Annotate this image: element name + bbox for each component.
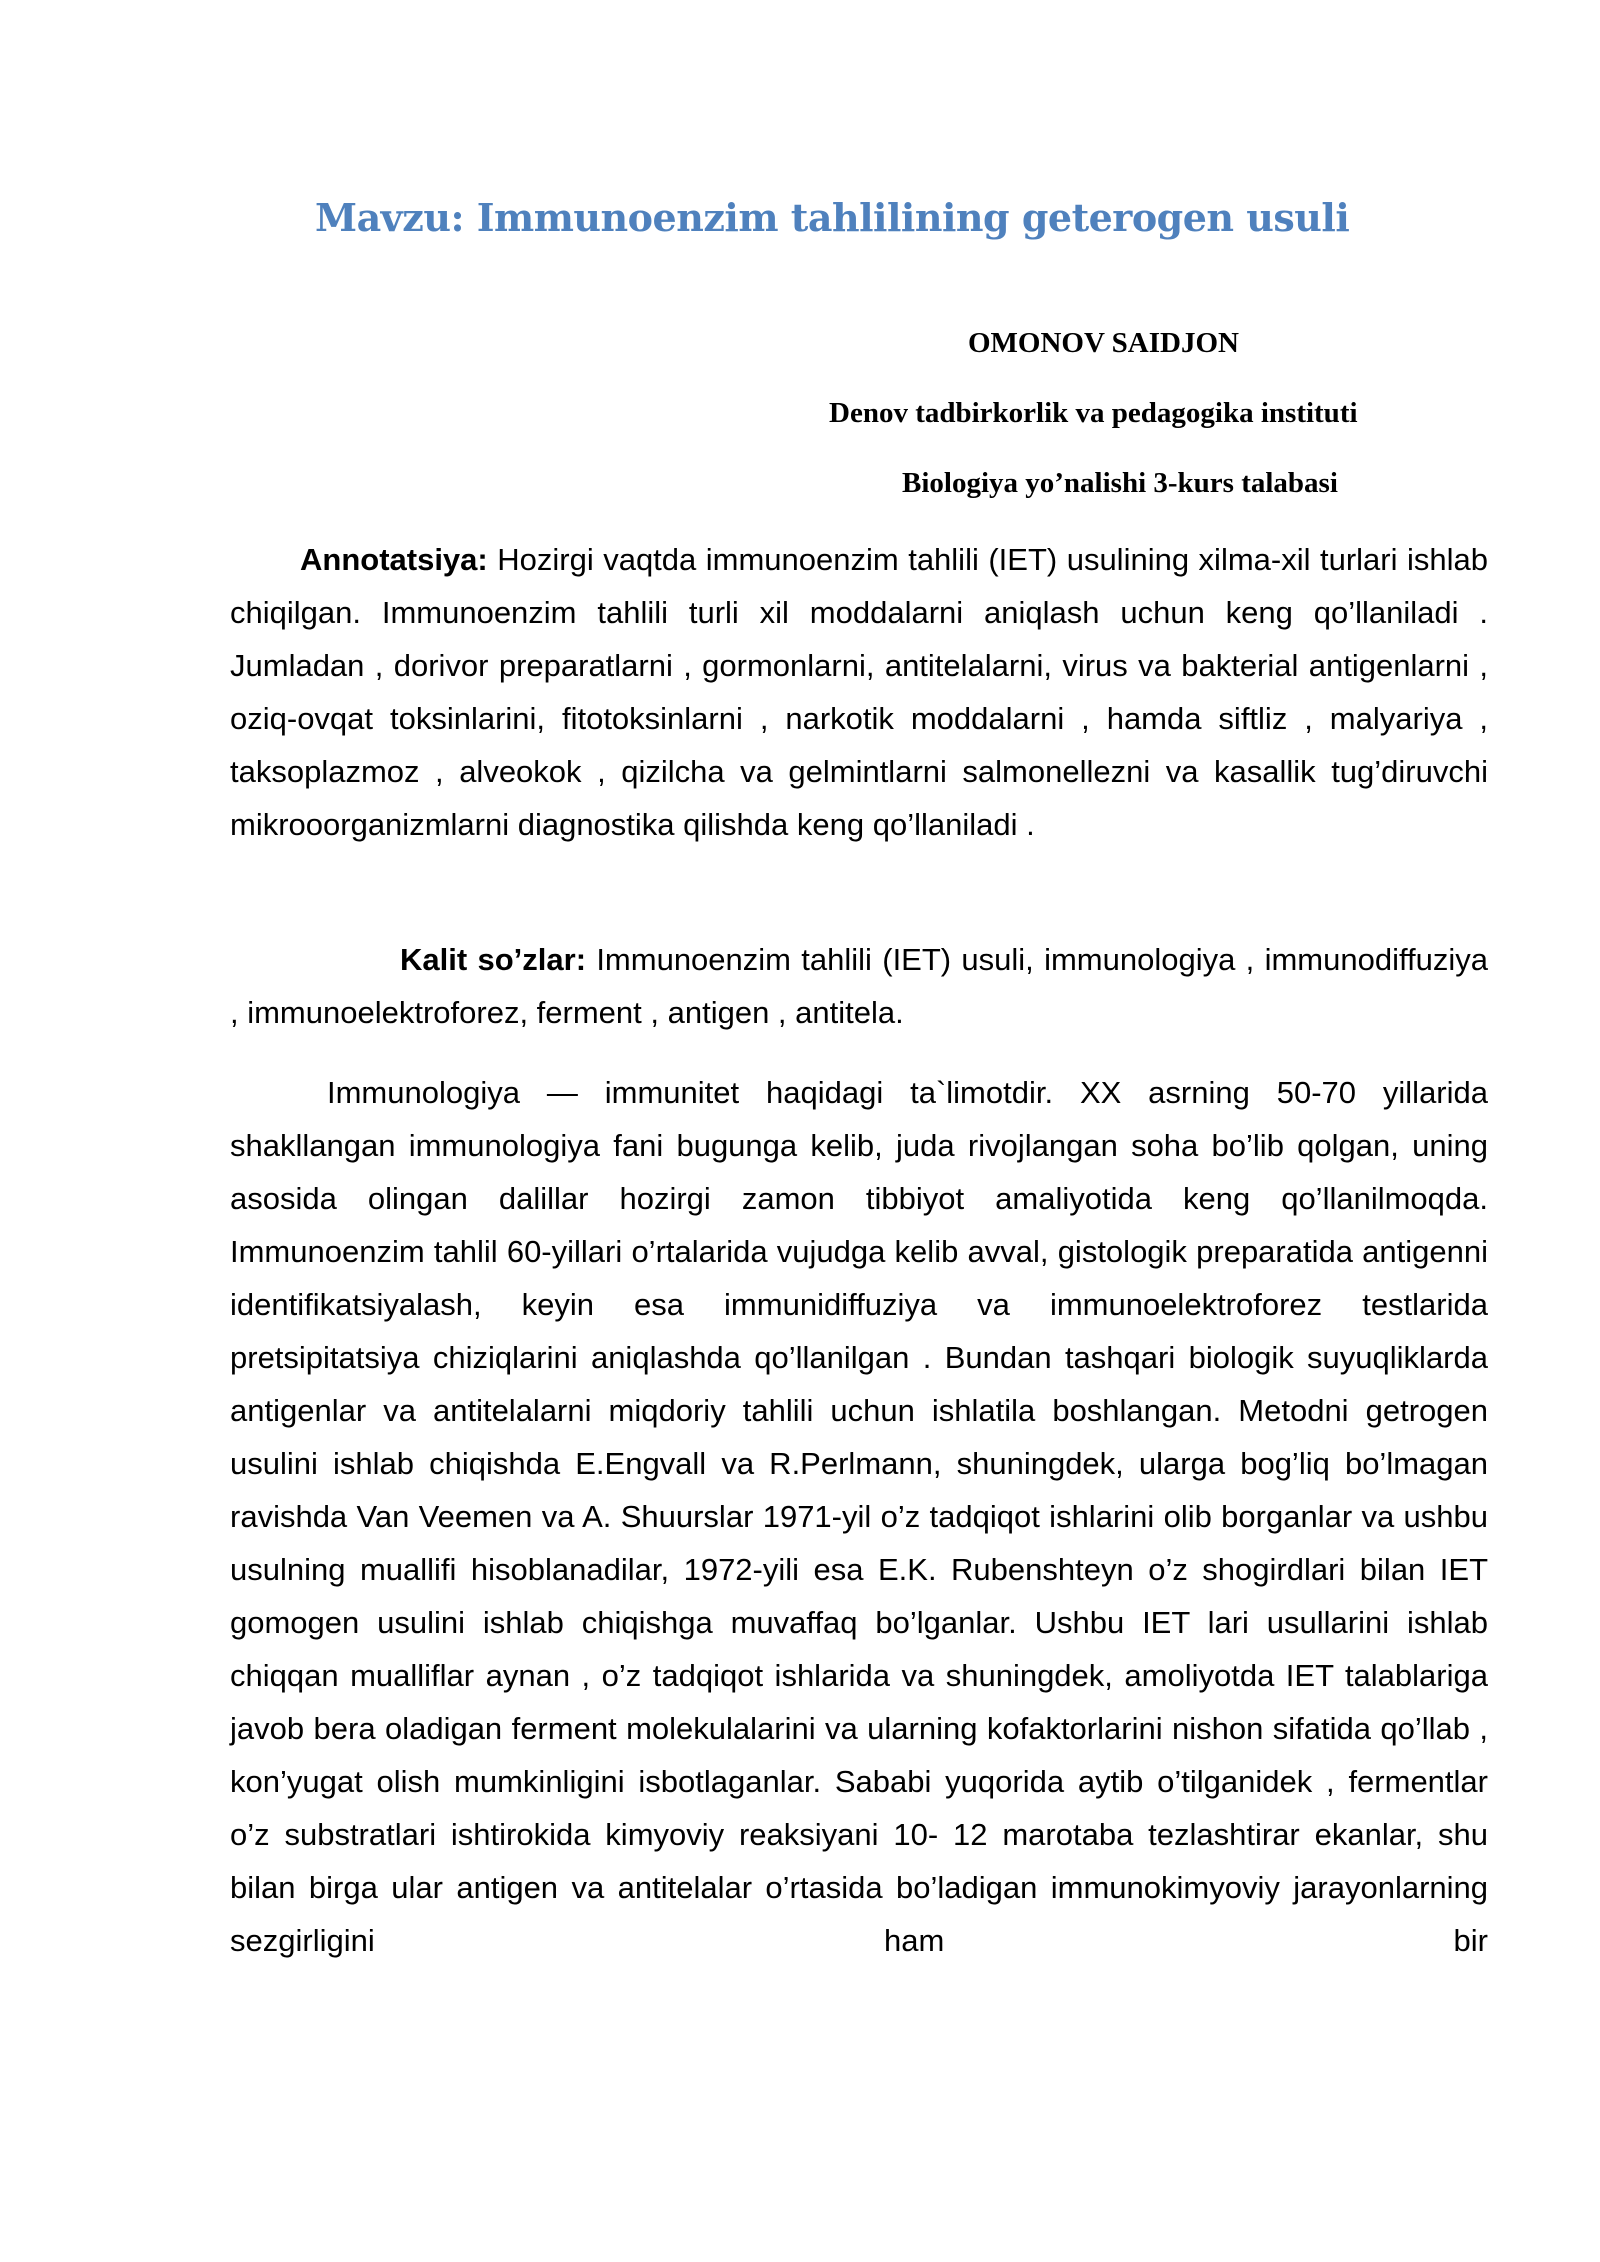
keywords-label: Kalit so’zlar:: [400, 942, 587, 977]
annotation-paragraph: [230, 533, 1488, 851]
main-paragraph: Immunologiya — immunitet haqidagi ta`limotdir. XX asrning 50-70 yillarida shakllangan immunologiya fani bugunga kelib, juda rivojlangan soha bo’lib qolgan, uning asosida olingan dalillar hozirgi zamon tibbiyot amaliyotida keng qo’llanilmoqda. Immunoenzim tahlil 60-yillari o’rtalarida vujudga kelib avval, gistologik preparatida antigenni identifikatsiyalash, keyin esa immunidiffuziya va immunoelektroforez testlarida pretsipitatsiya chiziqlarini aniqlashda qo’llanilgan . Bundan tashqari biologik suyuqliklarda antigenlar va antitelalarni miqdoriy tahlili uchun ishlatila boshlangan. Metodni getrogen usulini ishlab chiqishda E.Engvall va R.Perlmann, shuningdek, ularga bog’liq bo’lmagan ravishda Van Veemen va A. Shuurslar 1971-yil o’z tadqiqot ishlarini olib borganlar va ushbu usulning muallifi hisoblanadilar, 1972-yili esa E.K. Rubenshteyn o’z shogirdlari bilan IET gomogen usulini ishlab chiqishga muvaffaq bo’lganlar. Ushbu IET lari usullarini ishlab chiqqan mualliflar aynan , o’z tadqiqot ishlarida va shuningdek, amoliyotda IET talablariga javob bera oladigan ferment molekulalarini va ularning kofaktorlarini nishon sifatida qo’llab , kon’yugat olish mumkinligini isbotlaganlar. Sababi yuqorida aytib o’tilganidek , fermentlar o’z substratlari ishtirokida kimyoviy reaksiyani 10- 12 marotaba tezlashtirar ekanlar, shu bilan birga ular antigen va antitelalar o’rtasida bo’ladigan immunokimyoviy jarayonlarning sezgirligini ham bir: [230, 1075, 1488, 1958]
author-institution-text: Denov tadbirkorlik va pedagogika instituti: [829, 397, 1358, 429]
author-name-text: OMONOV SAIDJON: [968, 327, 1239, 359]
keywords-paragraph: [230, 933, 1488, 1039]
annotation-label: Annotatsiya:: [300, 542, 488, 577]
document-title: Mavzu: Immunoenzim tahlilining geterogen usuli: [315, 195, 1350, 240]
keywords-text: Immunoenzim tahlili (IET) usuli, immunologiya , immunodiffuziya , immunoelektroforez, ferment , antigen , antitela.: [230, 942, 1488, 1030]
author-level-text: Biologiya yo’nalishi 3-kurs talabasi: [902, 467, 1338, 499]
annotation-text: Hozirgi vaqtda immunoenzim tahlili (IET) usulining xilma-xil turlari ishlab chiqilgan. Immunoenzim tahlili turli xil moddalarni aniqlash uchun keng qo’llaniladi . Jumladan , dorivor preparatlarni , gormonlarni, antitelalarni, virus va bakterial antigenlarni , oziq-ovqat toksinlarini, fitotoksinlarni , narkotik moddalarni , hamda siftliz , malyariya , taksoplazmoz , alveokok , qizilcha va gelmintlarni salmonellezni va kasallik tug’diruvchi mikrooorganizmlarni diagnostika qilishda keng qo’llaniladi .: [230, 542, 1488, 842]
